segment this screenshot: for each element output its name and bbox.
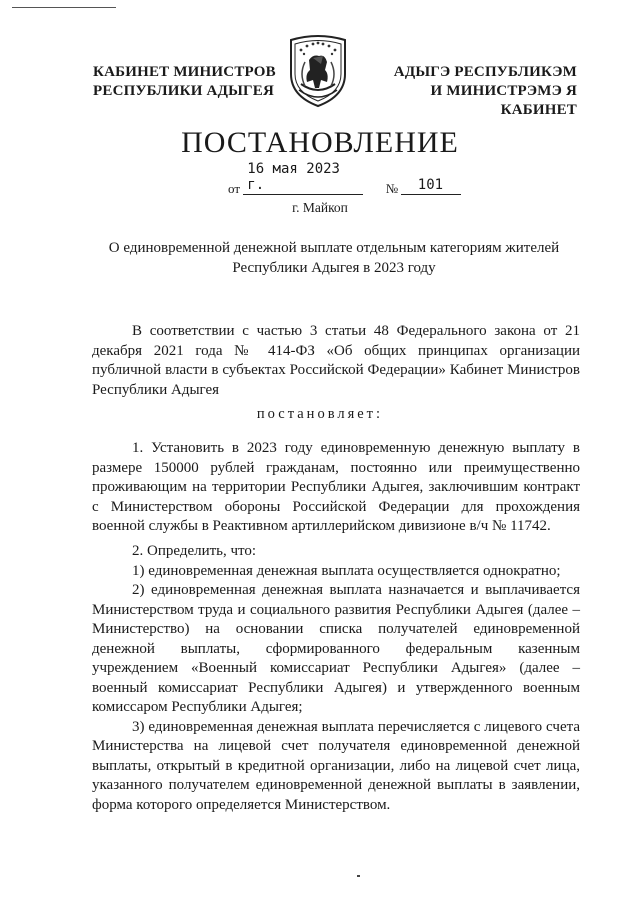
item-2-intro: 2. Определить, что: (132, 543, 257, 559)
item-2-sub-2: 2) единовременная денежная выплата назначается и выплачивается Министерством труда и социального развития Республики Адыгея (далее – Министерство) на основании списка получателей единовременной денежной выплаты, сформированного федеральным казенным учреждением «Военный комиссариат Республики Адыгея» (далее – военный комиссариат Республики Адыгея) и утвержденного военным комиссаром Республики Адыгея; (92, 582, 580, 715)
document-subject: О единовременной денежной выплате отдельным категориям жителей Республики Адыгея в 2023 году (108, 240, 560, 276)
top-edge-line (12, 7, 116, 8)
date-label: от (228, 181, 241, 196)
preamble-block (92, 322, 580, 400)
city-name: г. Майкоп (292, 200, 348, 215)
item-2-sub-1: 1) единовременная денежная выплата осуществляется однократно; (132, 562, 561, 579)
issuer-name-adyghe (369, 63, 577, 120)
page-mark (357, 875, 360, 877)
item-1-block (92, 439, 580, 537)
coat-of-arms-icon (283, 34, 353, 110)
item-1-text: 1. Установить в 2023 году единовременную денежную выплату в размере 150000 рублей гражданам, постоянно или преимущественно проживающим на территории Республики Адыгея, заключившим контракт с Министерством обороны Российской Федерации для прохождения военной службы в Реактивном артиллерийском дивизионе в/ч № 11742. (92, 440, 580, 534)
issuer-name-russian (93, 63, 276, 101)
issuer-line-1: АДЫГЭ РЕСПУБЛИКЭМ (393, 64, 577, 80)
issuer-line-2: И МИНИСТРЭМЭ Я КАБИНЕТ (430, 83, 577, 118)
number-field: 101 (401, 177, 461, 195)
preamble-text: В соответствии с частью 3 статьи 48 Федерального закона от 21 декабря 2021 года № 414-ФЗ «Об общих принципах организации публичной власти в субъектах Российской Федерации» Кабинет Министров Республики Адыгея (92, 323, 580, 398)
item-2-block (92, 542, 580, 815)
decree-word: постановляет: (256, 406, 384, 422)
date-number-line (228, 161, 461, 199)
document-title: ПОСТАНОВЛЕНИЕ (181, 126, 459, 159)
issuer-line-1: КАБИНЕТ МИНИСТРОВ (93, 64, 276, 80)
issuer-line-2: РЕСПУБЛИКИ АДЫГЕЯ (93, 83, 275, 99)
number-label: № (385, 181, 399, 196)
date-field: 16 мая 2023 г. (243, 161, 363, 195)
item-2-sub-3: 3) единовременная денежная выплата перечисляется с лицевого счета Министерства на лицевой счет получателя единовременной денежной выплаты, открытый в кредитной организации, либо на лицевой счет лица, указанного получателем единовременной денежной выплаты в заявлении, форма которого определяется Министерством. (92, 718, 580, 813)
